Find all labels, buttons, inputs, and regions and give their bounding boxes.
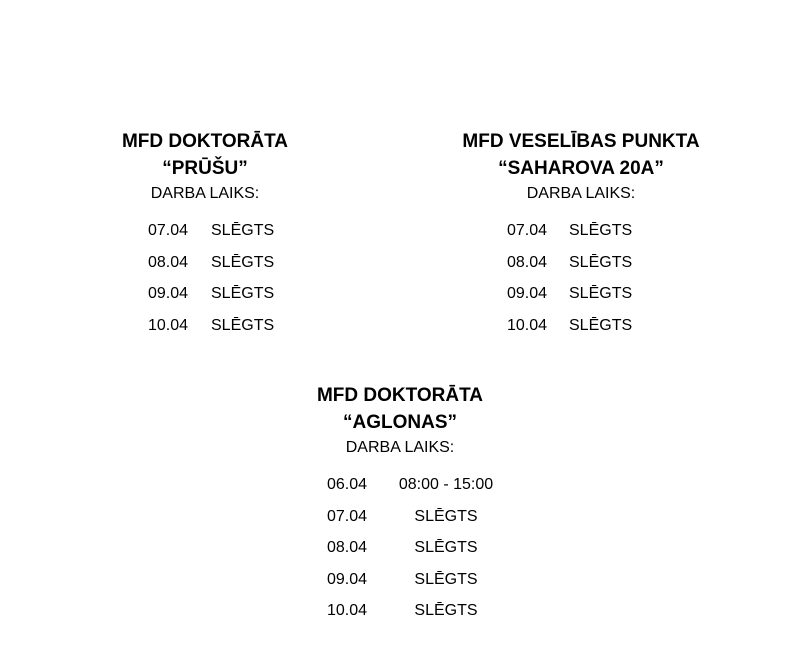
schedule-row bbox=[290, 532, 510, 564]
row-status: SLĒGTS bbox=[211, 285, 275, 303]
block-subtitle: DARBA LAIKS: bbox=[526, 185, 636, 202]
schedule-row bbox=[105, 278, 305, 310]
row-date: 06.04 bbox=[327, 476, 368, 493]
schedule-row bbox=[430, 310, 732, 342]
row-date: 08.04 bbox=[507, 253, 548, 271]
row-date: 07.04 bbox=[327, 507, 368, 525]
row-status: SLĒGTS bbox=[569, 222, 633, 239]
schedule-rows bbox=[290, 469, 510, 627]
row-status: SLĒGTS bbox=[414, 539, 478, 557]
row-status: SLĒGTS bbox=[414, 507, 478, 525]
schedule-row bbox=[430, 215, 732, 247]
block-subtitle: DARBA LAIKS: bbox=[345, 439, 455, 456]
row-status: SLĒGTS bbox=[569, 285, 633, 303]
block-title-line2: “PRŪŠU” bbox=[162, 158, 248, 179]
row-date: 09.04 bbox=[148, 285, 189, 303]
row-status: SLĒGTS bbox=[211, 222, 275, 239]
row-date: 08.04 bbox=[327, 539, 368, 557]
block-title-line1: MFD DOKTORĀTA bbox=[121, 131, 289, 152]
block-title-line1: MFD DOKTORĀTA bbox=[316, 385, 484, 406]
schedule-row bbox=[105, 310, 305, 342]
schedule-rows bbox=[430, 215, 732, 341]
block-title-line2: “SAHAROVA 20A” bbox=[498, 158, 664, 179]
schedule-row bbox=[290, 501, 510, 533]
row-date: 07.04 bbox=[148, 222, 189, 239]
schedule-row bbox=[430, 247, 732, 279]
schedule-row bbox=[290, 595, 510, 627]
row-date: 08.04 bbox=[148, 253, 189, 271]
row-status: SLĒGTS bbox=[211, 316, 275, 334]
row-date: 10.04 bbox=[327, 602, 368, 620]
schedule-row bbox=[105, 215, 305, 247]
row-date: 10.04 bbox=[507, 316, 548, 334]
schedule-row bbox=[105, 247, 305, 279]
schedule-row bbox=[290, 469, 510, 501]
block-subtitle: DARBA LAIKS: bbox=[150, 185, 260, 202]
row-status: SLĒGTS bbox=[569, 316, 633, 334]
block-title-line2: “AGLONAS” bbox=[343, 412, 457, 433]
row-status: SLĒGTS bbox=[414, 602, 478, 620]
schedule-block-prusu bbox=[105, 128, 305, 341]
schedule-row bbox=[290, 564, 510, 596]
row-date: 10.04 bbox=[148, 316, 189, 334]
row-status: SLĒGTS bbox=[211, 253, 275, 271]
row-status: SLĒGTS bbox=[414, 570, 478, 588]
row-date: 09.04 bbox=[327, 570, 368, 588]
schedule-block-aglonas bbox=[290, 382, 510, 627]
row-status: 08:00 - 15:00 bbox=[398, 476, 494, 493]
schedule-rows bbox=[105, 215, 305, 341]
block-title-line1: MFD VESELĪBAS PUNKTA bbox=[462, 131, 700, 152]
row-date: 09.04 bbox=[507, 285, 548, 303]
schedule-block-saharova bbox=[430, 128, 732, 341]
schedule-row bbox=[430, 278, 732, 310]
row-status: SLĒGTS bbox=[569, 253, 633, 271]
row-date: 07.04 bbox=[507, 222, 548, 239]
